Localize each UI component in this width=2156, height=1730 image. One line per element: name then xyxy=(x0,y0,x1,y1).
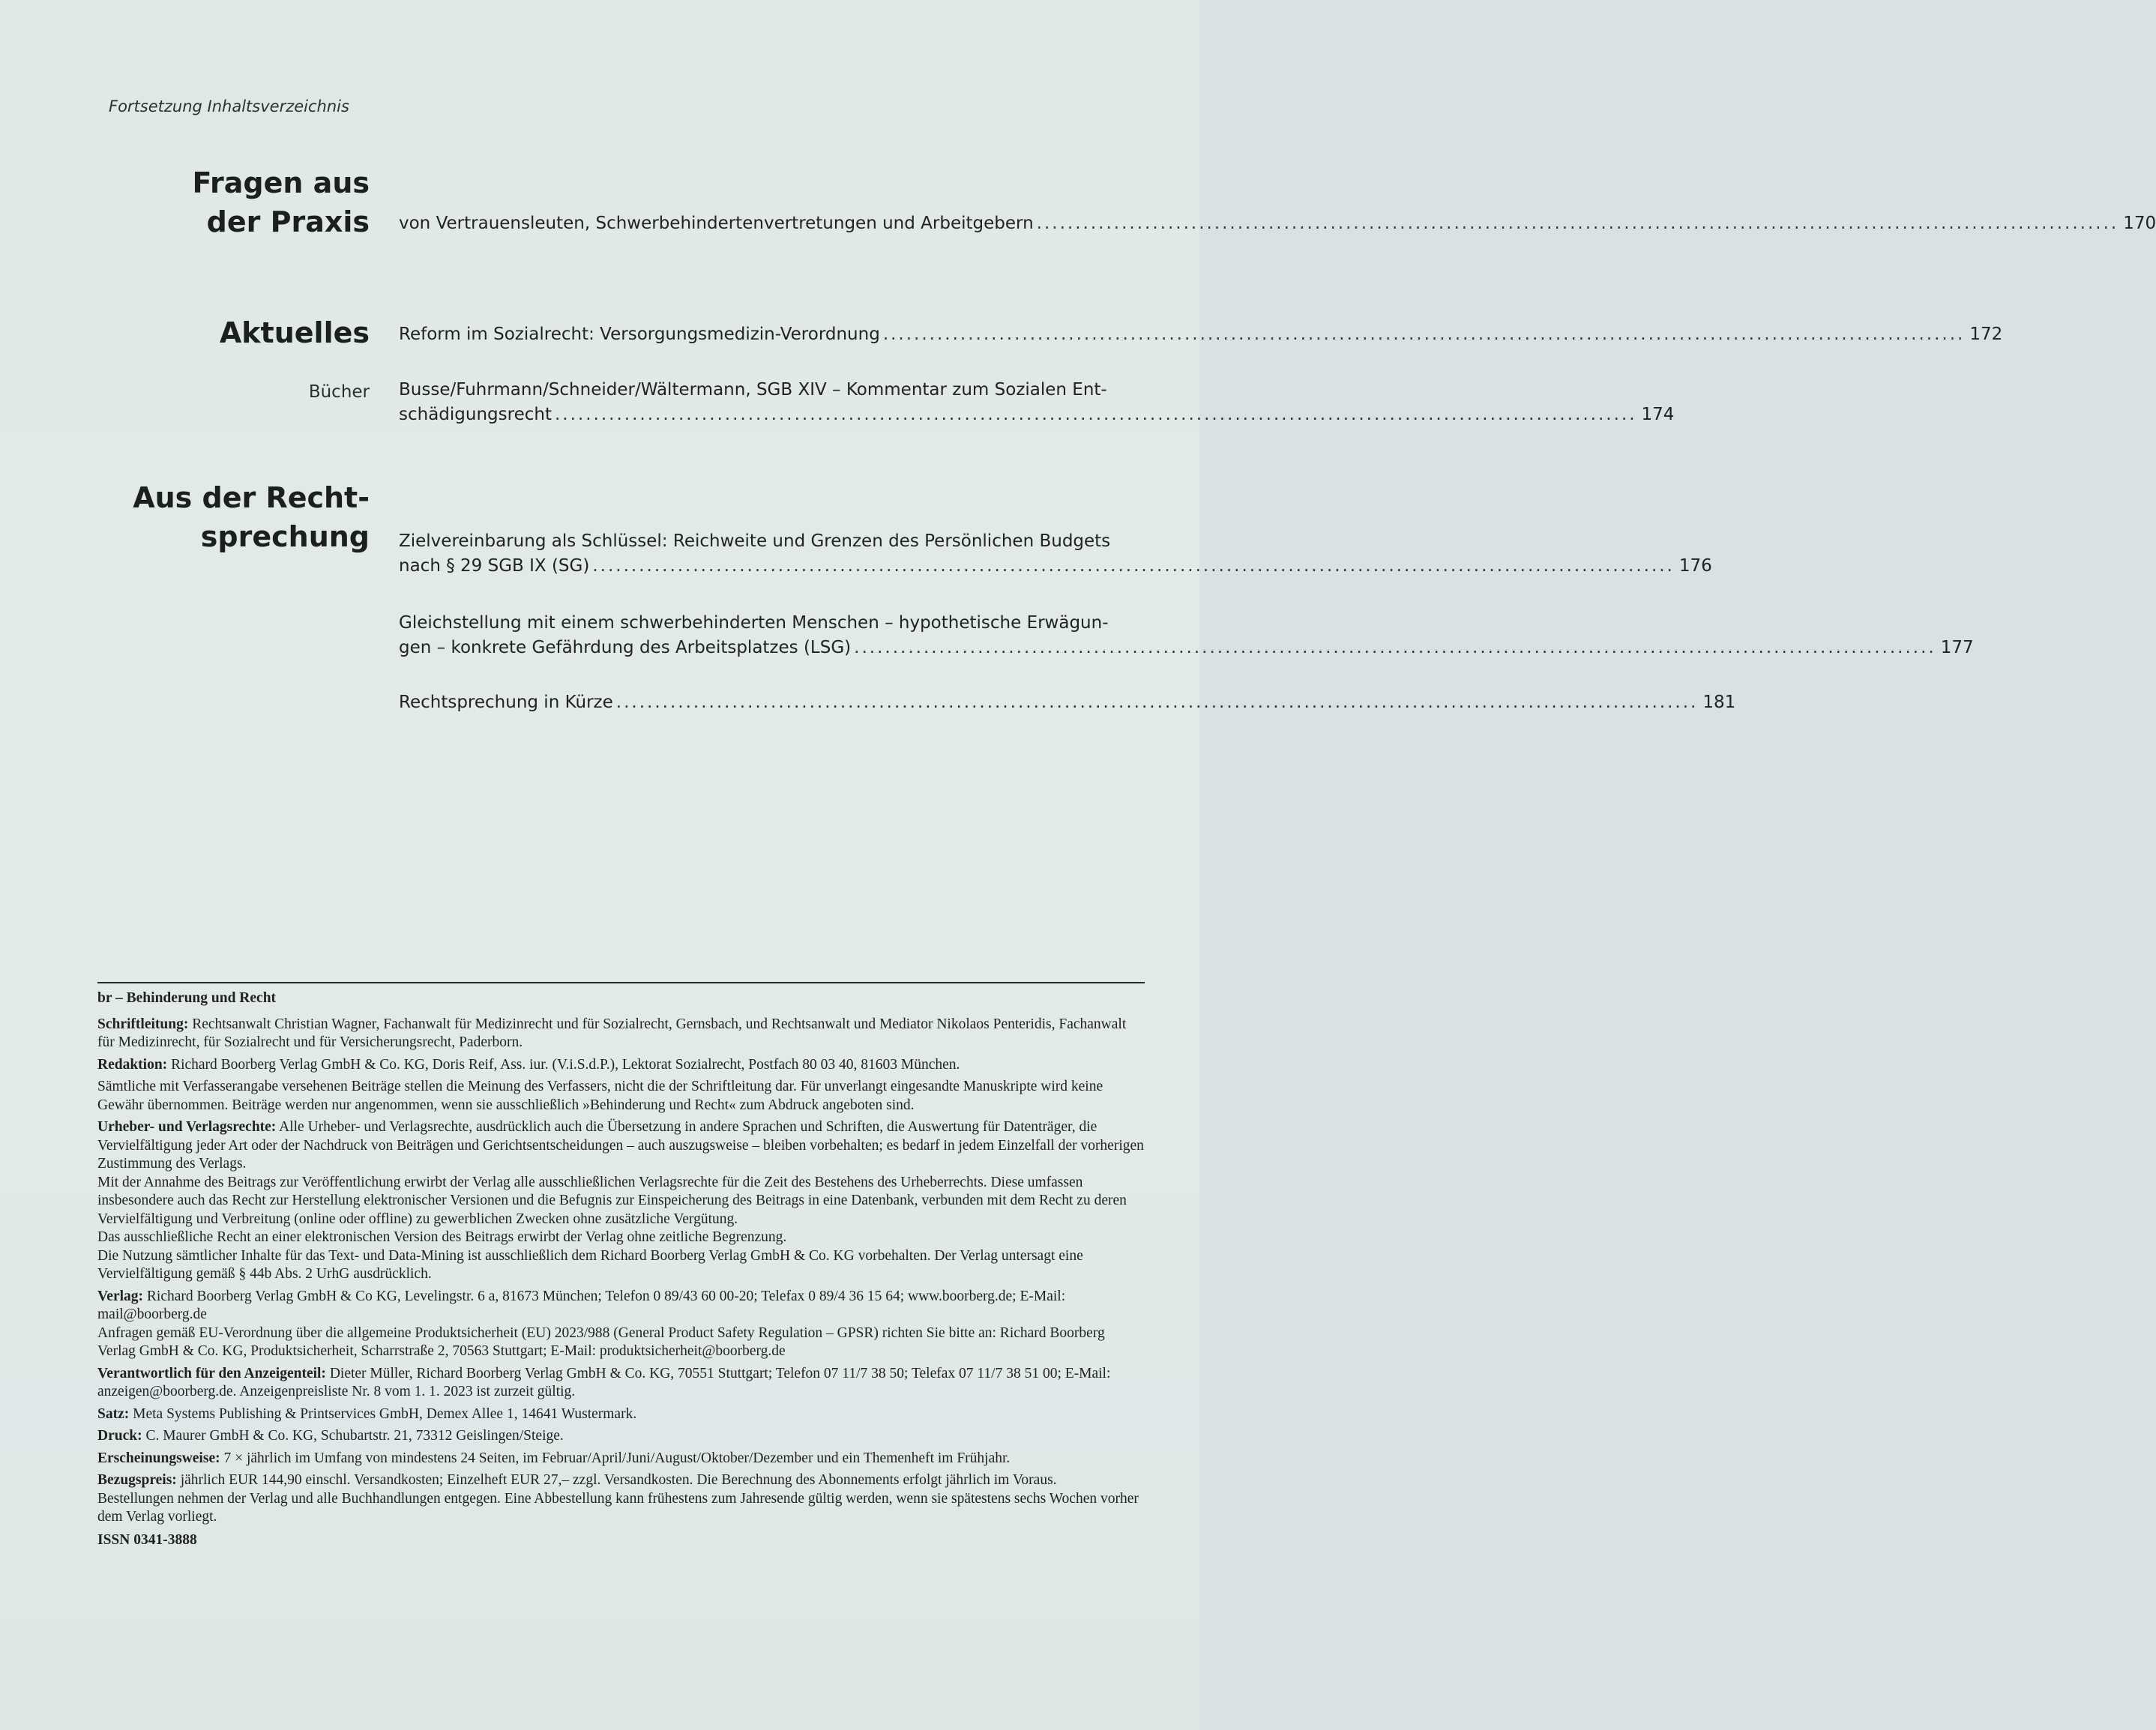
imprint-annahme: Mit der Annahme des Beitrags zur Veröffentlichung erwirbt der Verlag alle ausschließlichen Verlagsrechte für die Zeit des Bestehens des Urheberrechts. Diese umfassen insbesondere auch das Recht zur Herstellung elektronischer Versionen und die Befugnis zur Einspeicherung des Beitrags in eine Datenbank, verbunden mit dem Recht zu deren Vervielfältigung und Verbreitung (online oder offline) zu gewerblichen Zwecken ohne zusätzliche Vergütung. xyxy=(97,1174,1127,1227)
section-title-line: Aktuelles xyxy=(219,316,370,349)
leader-dots: ............................................................................................................................................ xyxy=(882,325,1966,344)
toc-entry-text: Gleichstellung mit einem schwerbehinderten Menschen – hypothetische Erwägun- xyxy=(399,613,1109,633)
imprint-tdm: Die Nutzung sämtlicher Inhalte für das Text- und Data-Mining ist ausschließlich dem Richard Boorberg Verlag GmbH & Co. KG vorbehalten. Der Verlag untersagt eine Vervielfältigung gemäß § 44b Abs. 2 UrhG ausdrücklich. xyxy=(97,1247,1083,1282)
toc-entry-text: Rechtsprechung in Kürze xyxy=(399,693,613,712)
toc-entry-text: schädigungsrecht xyxy=(399,405,552,424)
imprint-meinung: Sämtliche mit Verfasserangabe versehenen Beiträge stellen die Meinung des Verfassers, nicht die der Schriftleitung dar. Für unverlangt eingesandte Manuskripte wird keine Gewähr übernommen. Beiträge werden nur angenommen, wenn sie ausschließlich »Behinderung und Recht« zum Abdruck angeboten sind. xyxy=(97,1079,1103,1113)
imprint-label: Druck: xyxy=(97,1428,142,1444)
issn: ISSN 0341-3888 xyxy=(97,1531,197,1548)
imprint-erscheinung xyxy=(97,1450,1145,1468)
imprint-label: Verantwortlich für den Anzeigenteil: xyxy=(97,1365,326,1381)
sub-label-buecher: Bücher xyxy=(308,382,370,402)
section-title-line: sprechung xyxy=(200,520,370,553)
toc-page-number: 174 xyxy=(1641,405,1675,424)
leader-dots: ............................................................................................................................................ xyxy=(854,638,1936,657)
toc-entry-text: von Vertrauensleuten, Schwerbehindertenvertretungen und Arbeitgebern xyxy=(399,214,1034,233)
imprint-urheber xyxy=(97,1118,1145,1174)
imprint-block xyxy=(97,989,1145,1553)
imprint-label: Erscheinungsweise: xyxy=(97,1450,220,1466)
imprint-schriftleitung xyxy=(97,1016,1145,1052)
toc-entry-text: Busse/Fuhrmann/Schneider/Wältermann, SGB XIV – Kommentar zum Sozialen Ent- xyxy=(399,380,1107,400)
imprint-elektronisch: Das ausschließliche Recht an einer elektronischen Version des Beitrags erwirbt der Verlag ohne zeitliche Begrenzung. xyxy=(97,1229,787,1245)
imprint-redaktion xyxy=(97,1056,1145,1075)
toc-entry-aktuelles[interactable] xyxy=(399,322,2003,347)
continuation-note: Fortsetzung Inhaltsverzeichnis xyxy=(109,97,349,115)
journal-name: br – Behinderung und Recht xyxy=(97,990,277,1006)
toc-entry-text: gen – konkrete Gefährdung des Arbeitsplatzes (LSG) xyxy=(399,638,852,657)
imprint-verlag xyxy=(97,1288,1145,1324)
imprint-text: Rechtsanwalt Christian Wagner, Fachanwalt für Medizinrecht und für Sozialrecht, Gernsbach, und Rechtsanwalt und Mediator Nikolaos Penteridis, Fachanwalt für Medizinrecht, für Sozialrecht und für Versicherungsrecht, Paderborn. xyxy=(97,1016,1127,1050)
leader-dots: ............................................................................................................................................ xyxy=(1036,214,2119,233)
imprint-gpsr: Anfragen gemäß EU-Verordnung über die allgemeine Produktsicherheit (EU) 2023/988 (General Product Safety Regulation – GPSR) richten Sie bitte an: Richard Boorberg Verlag GmbH & Co. KG, Produktsicherheit, Scharrstraße 2, 70563 Stuttgart; E-Mail: produktsicherheit@boorberg.de xyxy=(97,1324,1105,1359)
imprint-label: Urheber- und Verlagsrechte: xyxy=(97,1119,277,1135)
imprint-divider xyxy=(97,982,1145,983)
imprint-label: Redaktion: xyxy=(97,1056,168,1073)
section-title-line: Aus der Recht- xyxy=(133,481,370,514)
imprint-druck xyxy=(97,1427,1145,1446)
toc-page-number: 172 xyxy=(1969,325,2003,344)
imprint-label: Bezugspreis: xyxy=(97,1472,177,1488)
leader-dots: ............................................................................................................................................ xyxy=(554,405,1637,424)
toc-entry-rechtsprechung[interactable] xyxy=(399,690,1736,715)
section-title-praxis xyxy=(193,163,370,241)
imprint-label: Verlag: xyxy=(97,1288,144,1304)
imprint-text: Alle Urheber- und Verlagsrechte, ausdrücklich auch die Übersetzung in andere Sprachen und Schriften, die Auswertung für Datenträger, die Vervielfältigung jeder Art oder der Nachdruck von Beiträgen und Gerichtsentscheidungen – auch auszugsweise – bleiben vorbehalten; es bedarf in jedem Einzelfall der vorherigen Zustimmung des Verlags. xyxy=(97,1119,1144,1172)
leader-dots: ............................................................................................................................................ xyxy=(615,693,1699,712)
toc-entry-text: nach § 29 SGB IX (SG) xyxy=(399,556,590,576)
section-title-rechtsprechung xyxy=(133,478,370,556)
imprint-text: Dieter Müller, Richard Boorberg Verlag GmbH & Co. KG, 70551 Stuttgart; Telefon 07 11/7 38 50; Telefax 07 11/7 38 51 00; E-Mail: anzeigen@boorberg.de. Anzeigenpreisliste Nr. 8 vom 1. 1. 2023 ist zurzeit gültig. xyxy=(97,1365,1111,1399)
toc-entry-rechtsprechung[interactable] xyxy=(399,611,1974,660)
section-title-aktuelles xyxy=(220,313,370,352)
imprint-text: Richard Boorberg Verlag GmbH & Co KG, Levelingstr. 6 a, 81673 München; Telefon 0 89/43 60 00-20; Telefax 0 89/4 36 15 64; www.boorberg.de; E-Mail: mail@boorberg.de xyxy=(97,1288,1066,1322)
toc-entry-praxis[interactable] xyxy=(399,211,2156,236)
toc-page-number: 181 xyxy=(1702,693,1736,712)
section-title-line: der Praxis xyxy=(206,205,370,238)
imprint-text: C. Maurer GmbH & Co. KG, Schubartstr. 21, 73312 Geislingen/Steige. xyxy=(145,1428,564,1444)
imprint-bezugspreis xyxy=(97,1471,1145,1490)
toc-page-number: 176 xyxy=(1678,556,1712,576)
imprint-bestellung: Bestellungen nehmen der Verlag und alle Buchhandlungen entgegen. Eine Abbestellung kann frühestens zum Jahresende gültig werden, wenn sie spätestens sechs Wochen vorher dem Verlag vorliegt. xyxy=(97,1490,1139,1525)
imprint-text: 7 × jährlich im Umfang von mindestens 24 Seiten, im Februar/April/Juni/August/Oktober/Dezember und ein Themenheft im Frühjahr. xyxy=(223,1450,1011,1466)
imprint-text: Meta Systems Publishing & Printservices GmbH, Demex Allee 1, 14641 Wustermark. xyxy=(133,1405,637,1422)
imprint-label: Satz: xyxy=(97,1405,130,1422)
toc-entry-text: Zielvereinbarung als Schlüssel: Reichweite und Grenzen des Persönlichen Budgets xyxy=(399,531,1111,551)
imprint-text: jährlich EUR 144,90 einschl. Versandkosten; Einzelheft EUR 27,– zzgl. Versandkosten. Die Berechnung des Abonnements erfolgt jährlich im Voraus. xyxy=(180,1472,1057,1488)
imprint-label: Schriftleitung: xyxy=(97,1016,189,1032)
toc-entry-text: Reform im Sozialrecht: Versorgungsmedizin-Verordnung xyxy=(399,325,880,344)
toc-page-number: 177 xyxy=(1940,638,1974,657)
imprint-satz xyxy=(97,1405,1145,1424)
toc-entry-buecher[interactable] xyxy=(399,378,1675,427)
toc-entry-rechtsprechung[interactable] xyxy=(399,529,1712,579)
imprint-text: Richard Boorberg Verlag GmbH & Co. KG, Doris Reif, Ass. iur. (V.i.S.d.P.), Lektorat Sozialrecht, Postfach 80 03 40, 81603 München. xyxy=(171,1056,960,1073)
imprint-anzeigen xyxy=(97,1365,1145,1402)
leader-dots: ............................................................................................................................................ xyxy=(592,556,1675,576)
toc-page-number: 170 xyxy=(2123,214,2156,233)
section-title-line: Fragen aus xyxy=(192,166,370,199)
